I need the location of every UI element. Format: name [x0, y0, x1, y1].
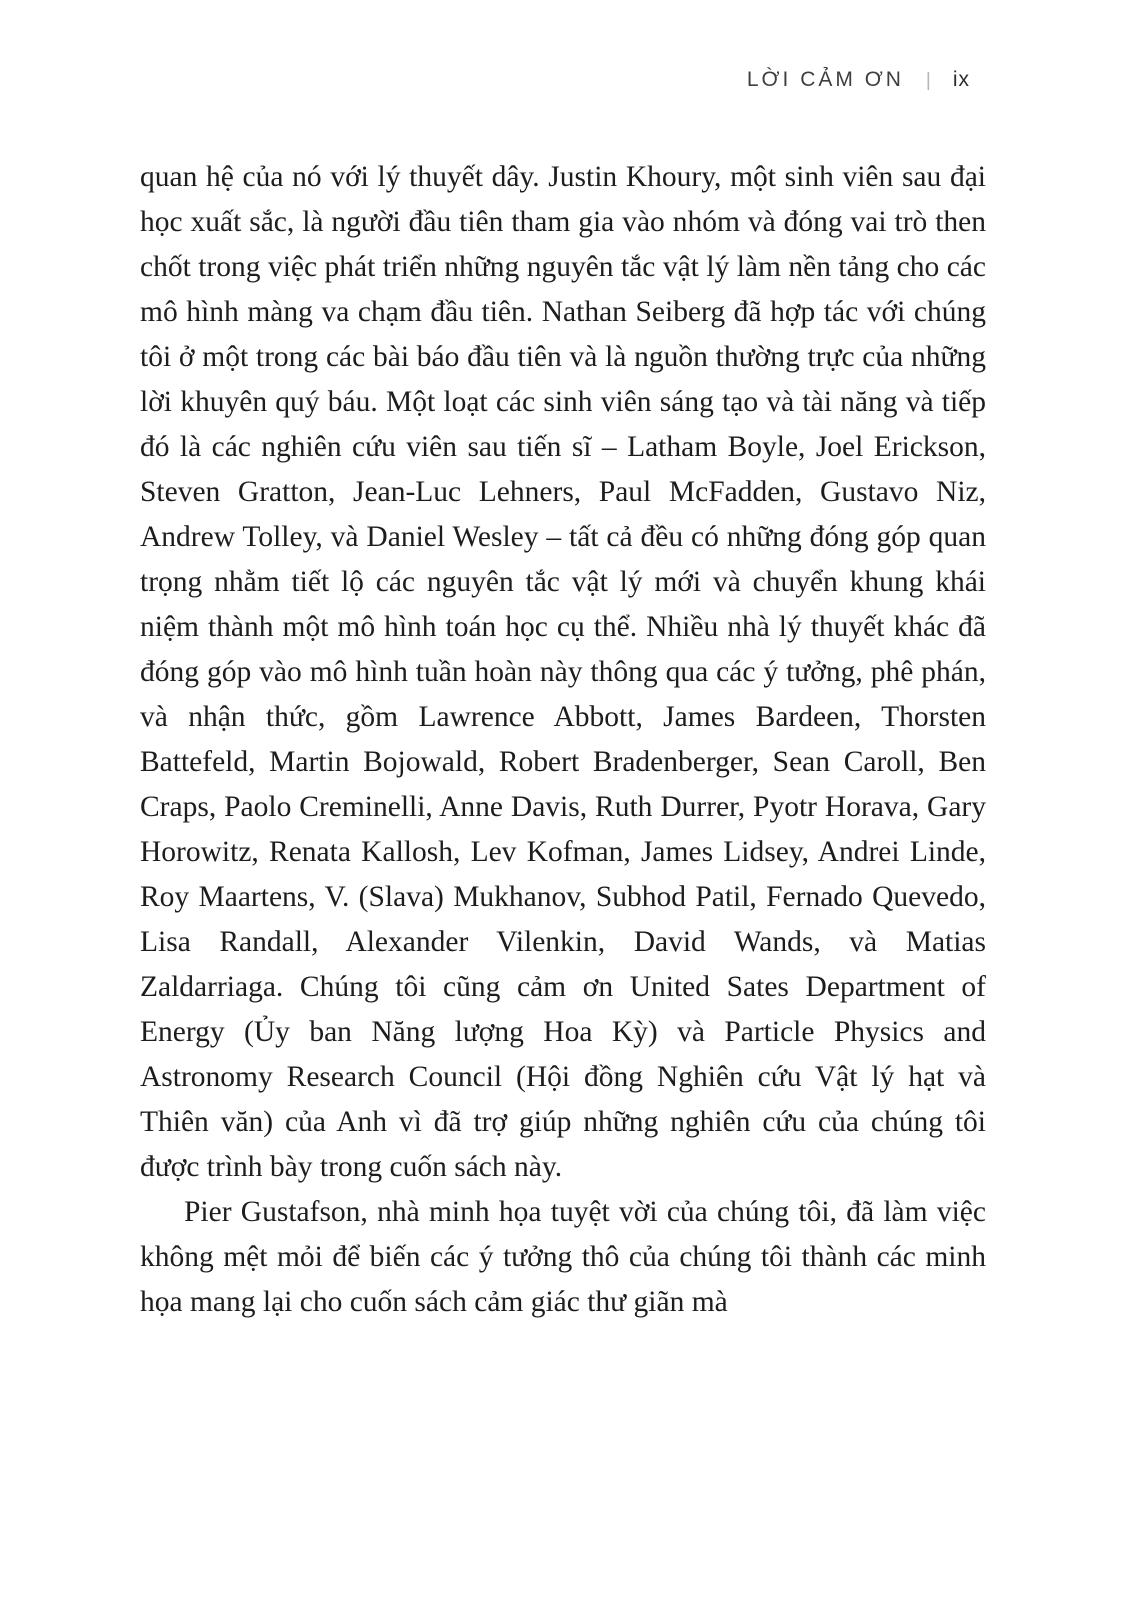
running-head: LỜI CẢM ƠN — [746, 68, 904, 91]
page-body — [140, 155, 986, 1325]
page-number: ix — [952, 68, 970, 91]
paragraph: Pier Gustafson, nhà minh họa tuyệt vời của chúng tôi, đã làm việc không mệt mỏi để biến các ý tưởng thô của chúng tôi thành các minh họa mang lại cho cuốn sách cảm giác thư giãn mà — [140, 1196, 986, 1318]
page-header — [0, 68, 970, 92]
paragraph: quan hệ của nó với lý thuyết dây. Justin Khoury, một sinh viên sau đại học xuất sắc, là người đầu tiên tham gia vào nhóm và đóng vai trò then chốt trong việc phát triển những nguyên tắc vật lý làm nền tảng cho các mô hình màng va chạm đầu tiên. Nathan Seiberg đã hợp tác với chúng tôi ở một trong các bài báo đầu tiên và là nguồn thường trực của những lời khuyên quý báu. Một loạt các sinh viên sáng tạo và tài năng và tiếp đó là các nghiên cứu viên sau tiến sĩ – Latham Boyle, Joel Erickson, Steven Gratton, Jean-Luc Lehners, Paul McFadden, Gustavo Niz, Andrew Tolley, và Daniel Wesley – tất cả đều có những đóng góp quan trọng nhằm tiết lộ các nguyên tắc vật lý mới và chuyển khung khái niệm thành một mô hình toán học cụ thể. Nhiều nhà lý thuyết khác đã đóng góp vào mô hình tuần hoàn này thông qua các ý tưởng, phê phán, và nhận thức, gồm Lawrence Abbott, James Bardeen, Thorsten Battefeld, Martin Bojowald, Robert Bradenberger, Sean Caroll, Ben Craps, Paolo Creminelli, Anne Davis, Ruth Durrer, Pyotr Horava, Gary Horowitz, Renata Kallosh, Lev Kofman, James Lidsey, Andrei Linde, Roy Maartens, V. (Slava) Mukhanov, Subhod Patil, Fernado Quevedo, Lisa Randall, Alexander Vilenkin, David Wands, và Matias Zaldarriaga. Chúng tôi cũng cảm ơn United Sates Department of Energy (Ủy ban Năng lượng Hoa Kỳ) và Particle Physics and Astronomy Research Council (Hội đồng Nghiên cứu Vật lý hạt và Thiên văn) của Anh vì đã trợ giúp những nghiên cứu của chúng tôi được trình bày trong cuốn sách này. — [140, 161, 986, 1183]
header-separator: | — [925, 70, 931, 91]
